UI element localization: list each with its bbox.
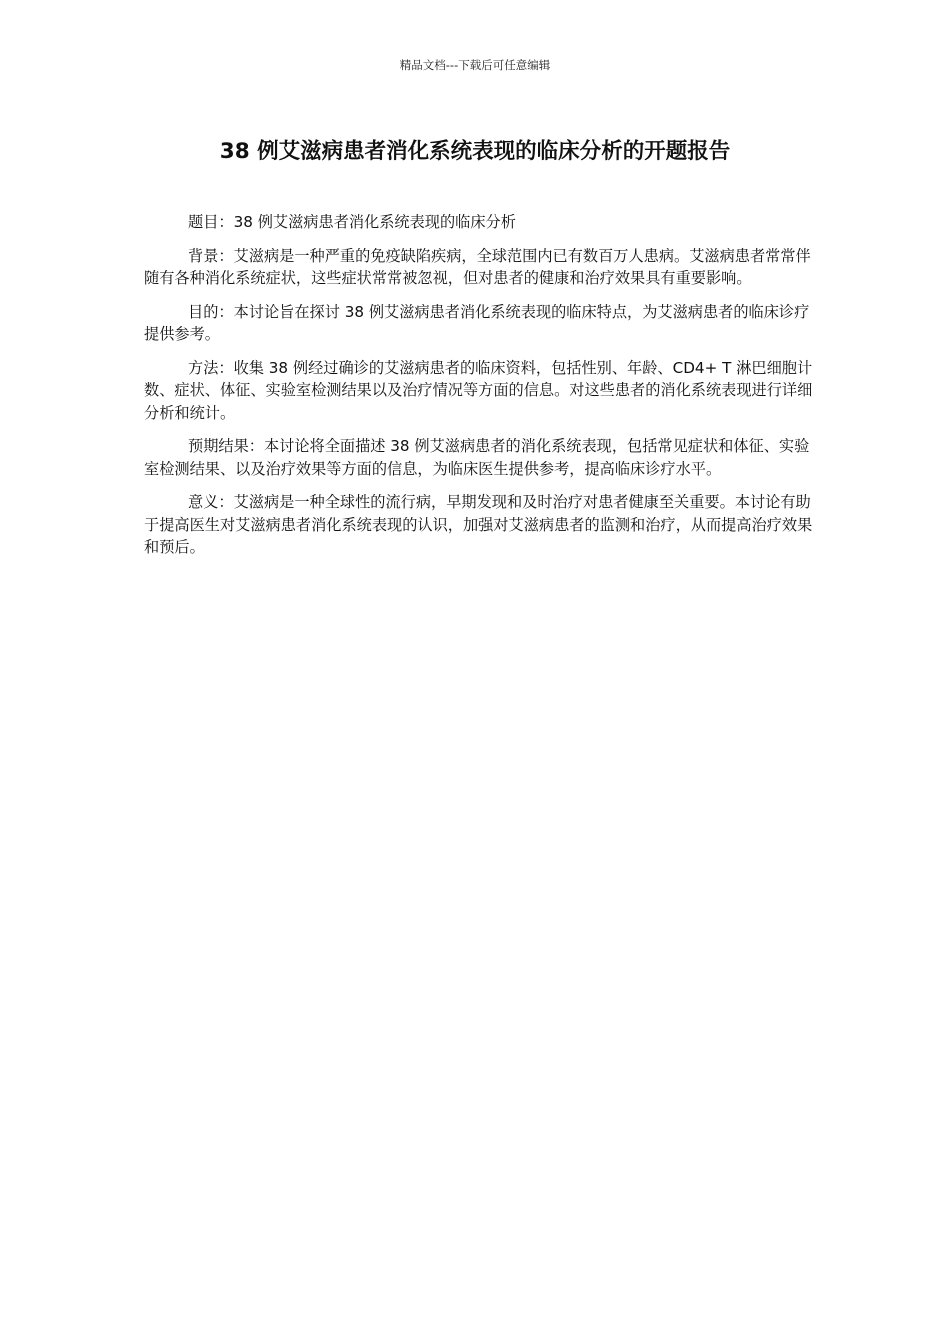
paragraph-label: 意义： (188, 493, 234, 511)
paragraph-significance (144, 491, 816, 559)
paragraph-background (144, 245, 816, 290)
paragraph-topic (144, 211, 816, 234)
paragraph-label: 题目： (188, 213, 234, 231)
header-note: 精品文档---下载后可任意编辑 (399, 58, 551, 72)
paragraph-label: 预期结果： (188, 437, 264, 455)
paragraph-text: 艾滋病是一种全球性的流行病，早期发现和及时治疗对患者健康至关重要。本讨论有助于提高医生对艾滋病患者消化系统表现的认识，加强对艾滋病患者的监测和治疗，从而提高治疗效果和预后。 (144, 493, 813, 556)
paragraph-purpose (144, 301, 816, 346)
paragraph-expected-results (144, 435, 816, 480)
document-body (144, 211, 816, 570)
paragraph-label: 目的： (188, 302, 234, 321)
paragraph-text: 本讨论将全面描述 38 例艾滋病患者的消化系统表现，包括常见症状和体征、实验室检测结果、以及治疗效果等方面的信息，为临床医生提供参考，提高临床诊疗水平。 (144, 437, 810, 478)
paragraph-text: 收集 38 例经过确诊的艾滋病患者的临床资料，包括性别、年龄、CD4+ T 淋巴细胞计数、症状、体征、实验室检测结果以及治疗情况等方面的信息。对这些患者的消化系统表现进行详细分析和统计。 (144, 358, 813, 422)
paragraph-label: 背景： (188, 246, 234, 265)
paragraph-text: 本讨论旨在探讨 38 例艾滋病患者消化系统表现的临床特点，为艾滋病患者的临床诊疗提供参考。 (144, 302, 810, 343)
paragraph-label: 方法： (188, 358, 234, 377)
paragraph-text: 38 例艾滋病患者消化系统表现的临床分析 (233, 213, 516, 231)
paragraph-text: 艾滋病是一种严重的免疫缺陷疾病，全球范围内已有数百万人患病。艾滋病患者常常伴随有各种消化系统症状，这些症状常常被忽视，但对患者的健康和治疗效果具有重要影响。 (144, 246, 811, 287)
paragraph-methods (144, 357, 816, 425)
document-title: 38 例艾滋病患者消化系统表现的临床分析的开题报告 (219, 139, 731, 164)
